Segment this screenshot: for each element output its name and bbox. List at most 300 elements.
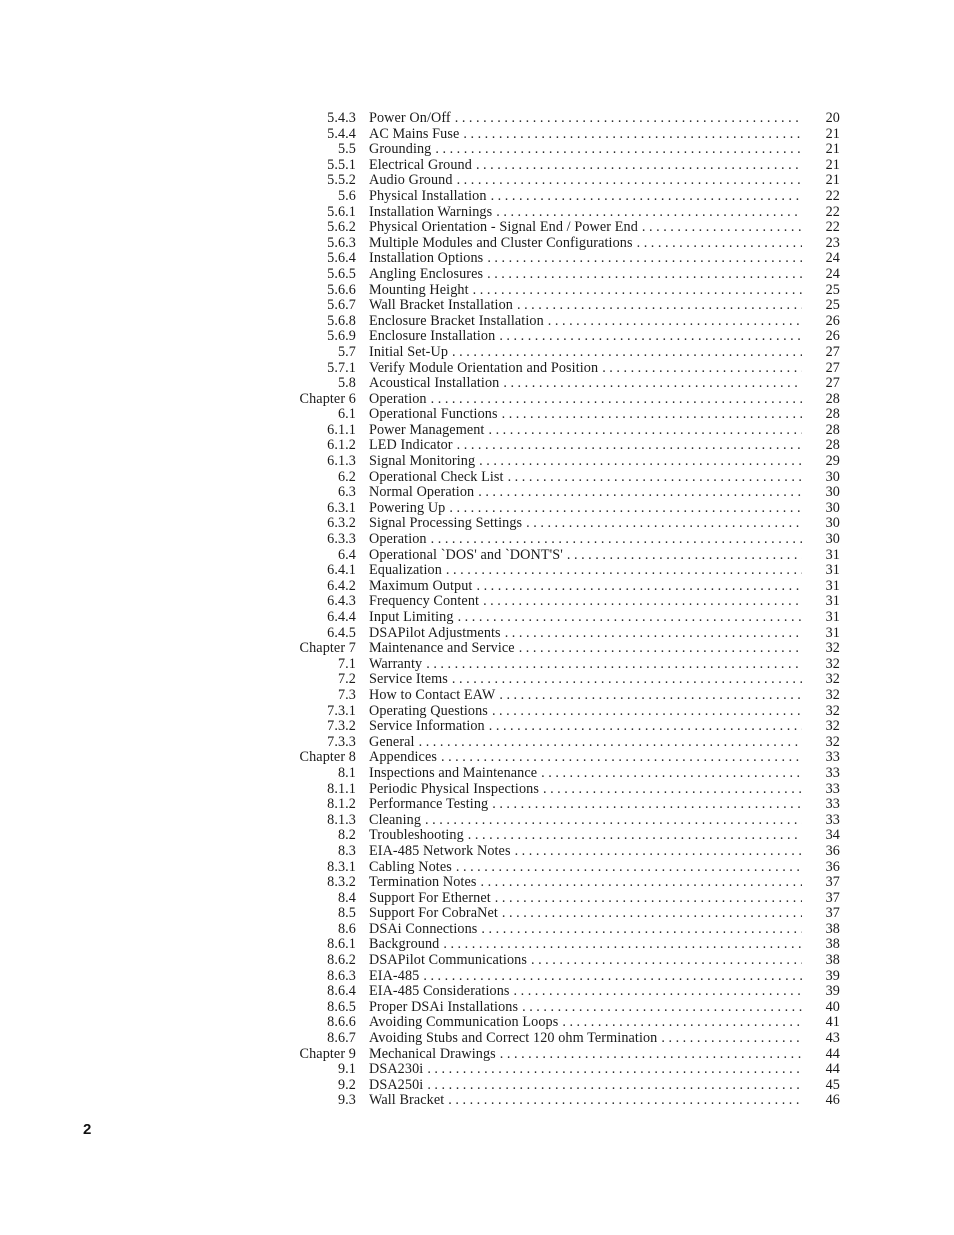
toc-entry-number: 5.6.7	[327, 297, 356, 314]
toc-entry[interactable]	[270, 766, 840, 782]
dot-leader	[522, 1000, 802, 1016]
toc-entry-number: 7.1	[337, 655, 356, 672]
toc-entry[interactable]	[270, 205, 840, 221]
toc-entry-page: 24	[825, 265, 840, 282]
toc-entry[interactable]	[270, 797, 840, 813]
toc-entry[interactable]	[270, 345, 840, 361]
toc-entry-title: Multiple Modules and Cluster Configurations	[369, 235, 633, 251]
toc-entry-title: Electrical Ground	[369, 157, 472, 173]
toc-entry[interactable]	[270, 953, 840, 969]
toc-entry-number: 5.6.4	[327, 250, 356, 267]
toc-entry[interactable]	[270, 454, 840, 470]
toc-entry[interactable]	[270, 579, 840, 595]
toc-entry[interactable]	[270, 672, 840, 688]
toc-entry-page: 28	[825, 406, 840, 423]
toc-entry-page: 31	[825, 546, 840, 563]
toc-entry-number: 6.3.2	[327, 515, 356, 532]
toc-entry-number: 6.1.2	[327, 437, 356, 454]
toc-entry-title: Warranty	[369, 656, 423, 672]
toc-entry-page: 43	[825, 1030, 840, 1047]
toc-entry-number: 6.4.4	[327, 609, 356, 625]
toc-entry[interactable]	[270, 267, 840, 283]
dot-leader	[427, 1078, 802, 1094]
toc-entry[interactable]	[270, 735, 840, 751]
toc-entry-page: 21	[825, 125, 840, 142]
toc-entry[interactable]	[270, 438, 840, 454]
toc-entry-title: Operation	[369, 532, 427, 548]
dot-leader	[489, 719, 802, 735]
toc-entry-page: 33	[825, 749, 840, 766]
toc-entry-number: 5.7.1	[327, 359, 356, 376]
toc-entry-title-cell	[369, 1000, 802, 1016]
toc-entry-title: Audio Ground	[369, 173, 453, 189]
toc-entry-page: 21	[825, 156, 840, 173]
toc-entry-page: 26	[825, 328, 840, 345]
toc-entry[interactable]	[270, 875, 840, 891]
toc-entry-number: 8.1.3	[327, 811, 356, 828]
dot-leader	[452, 672, 802, 688]
toc-entry[interactable]	[270, 594, 840, 610]
toc-entry-page: 37	[825, 905, 840, 922]
dot-leader	[496, 205, 802, 221]
toc-entry-number: Chapter 9	[299, 1045, 356, 1062]
toc-entry-title: Support For CobraNet	[369, 906, 498, 922]
toc-entry-title: Inspections and Maintenance	[369, 765, 538, 781]
toc-entry[interactable]	[270, 1093, 840, 1109]
toc-entry[interactable]	[270, 922, 840, 938]
toc-entry-number: 5.6.6	[327, 281, 356, 298]
toc-entry-page: 36	[825, 858, 840, 875]
toc-entry-page: 32	[825, 718, 840, 735]
toc-entry-page: 21	[825, 172, 840, 189]
toc-entry-page: 33	[825, 780, 840, 797]
toc-entry-title-cell	[369, 813, 802, 829]
dot-leader	[435, 142, 802, 158]
toc-entry-title: Signal Monitoring	[369, 454, 476, 470]
dot-leader	[502, 906, 802, 922]
toc-entry-title: Cabling Notes	[369, 859, 452, 875]
toc-entry-title: Avoiding Stubs and Correct 120 ohm Termination	[369, 1031, 658, 1047]
toc-entry-number: 5.4.4	[327, 125, 356, 142]
toc-entry-title: Installation Warnings	[369, 204, 493, 220]
toc-entry-title: Service Items	[369, 672, 448, 688]
dot-leader	[458, 610, 802, 626]
toc-entry[interactable]	[270, 407, 840, 423]
toc-entry-title: Operation	[369, 391, 427, 407]
toc-entry-title: Verify Module Orientation and Position	[369, 360, 599, 376]
toc-entry[interactable]	[270, 127, 840, 143]
dot-leader	[500, 1047, 802, 1063]
toc-entry-page: 31	[825, 577, 840, 594]
dot-leader	[426, 657, 802, 673]
toc-entry-title-cell	[369, 969, 802, 985]
toc-entry-page: 31	[825, 609, 840, 625]
toc-entry-title: Avoiding Communication Loops	[369, 1015, 559, 1031]
toc-entry[interactable]	[270, 548, 840, 564]
dot-leader	[514, 984, 802, 1000]
toc-entry-title-cell	[369, 875, 802, 891]
toc-entry-page: 25	[825, 297, 840, 314]
dot-leader	[455, 111, 802, 127]
dot-leader	[541, 766, 802, 782]
toc-entry-number: 5.6.1	[327, 203, 356, 220]
toc-entry[interactable]	[270, 283, 840, 299]
toc-entry-title-cell	[369, 657, 802, 673]
toc-entry-title-cell	[369, 516, 802, 532]
dot-leader	[531, 953, 802, 969]
toc-entry-title: Support For Ethernet	[369, 890, 491, 906]
toc-entry-number: 7.3.1	[327, 702, 356, 719]
toc-entry-title: Appendices	[369, 750, 437, 766]
dot-leader	[515, 844, 802, 860]
toc-entry[interactable]	[270, 158, 840, 174]
toc-entry-title-cell	[369, 220, 802, 236]
toc-entry[interactable]	[270, 688, 840, 704]
toc-entry[interactable]	[270, 813, 840, 829]
toc-entry-title-cell	[369, 470, 802, 486]
dot-leader	[476, 158, 802, 174]
toc-entry[interactable]	[270, 610, 840, 626]
toc-entry[interactable]	[270, 423, 840, 439]
toc-entry-page: 25	[825, 281, 840, 298]
toc-entry-title-cell	[369, 563, 802, 579]
toc-entry[interactable]	[270, 329, 840, 345]
dot-leader	[443, 937, 802, 953]
toc-entry-page: 31	[825, 593, 840, 610]
toc-entry-title: Service Information	[369, 719, 485, 735]
toc-entry-title: Maximum Output	[369, 578, 473, 594]
toc-entry[interactable]	[270, 1047, 840, 1063]
dot-leader	[526, 516, 802, 532]
dot-leader	[473, 283, 802, 299]
toc-entry-title-cell	[369, 267, 802, 283]
toc-entry-number: 8.6.2	[327, 952, 356, 969]
toc-entry[interactable]	[270, 501, 840, 517]
dot-leader	[602, 361, 802, 377]
toc-entry-number: 8.3.2	[327, 874, 356, 891]
toc-entry[interactable]	[270, 1000, 840, 1016]
toc-entry-title: EIA-485 Considerations	[369, 984, 510, 1000]
toc-entry-page: 28	[825, 421, 840, 438]
toc-entry-title-cell	[369, 158, 802, 174]
toc-entry-title: Acoustical Installation	[369, 376, 500, 392]
toc-entry-number: 9.1	[337, 1061, 356, 1078]
toc-entry-title: Maintenance and Service	[369, 641, 515, 657]
toc-entry[interactable]	[270, 376, 840, 392]
toc-entry[interactable]	[270, 891, 840, 907]
toc-entry[interactable]	[270, 173, 840, 189]
toc-entry-number: 8.3.1	[327, 858, 356, 875]
toc-entry[interactable]	[270, 969, 840, 985]
toc-entry-title: Input Limiting	[369, 610, 454, 625]
dot-leader	[567, 548, 802, 564]
toc-entry-page: 39	[825, 983, 840, 1000]
toc-entry-number: 5.4.3	[327, 110, 356, 126]
page-number: 2	[83, 1121, 92, 1138]
toc-entry-number: Chapter 8	[299, 749, 356, 766]
toc-entry-title-cell	[369, 594, 802, 610]
toc-entry-page: 27	[825, 343, 840, 360]
dot-leader	[562, 1015, 802, 1031]
toc-entry[interactable]	[270, 750, 840, 766]
dot-leader	[431, 532, 802, 548]
toc-entry-title-cell	[369, 454, 802, 470]
toc-entry-page: 23	[825, 234, 840, 251]
dot-leader	[425, 813, 802, 829]
toc-entry-title-cell	[369, 329, 802, 345]
toc-entry-page: 32	[825, 733, 840, 750]
toc-entry-number: 8.4	[337, 889, 356, 906]
toc-entry-page: 29	[825, 453, 840, 470]
toc-entry-number: 6.4.1	[327, 562, 356, 579]
dot-leader	[481, 922, 802, 938]
toc-entry-page: 30	[825, 515, 840, 532]
toc-entry-page: 30	[825, 484, 840, 501]
dot-leader	[492, 704, 802, 720]
dot-leader	[519, 641, 802, 657]
toc-entry-page: 28	[825, 437, 840, 454]
toc-entry-number: 8.1.2	[327, 796, 356, 813]
toc-entry[interactable]	[270, 906, 840, 922]
toc-entry-title-cell	[369, 953, 802, 969]
toc-entry-title: Enclosure Installation	[369, 329, 496, 345]
dot-leader	[543, 782, 802, 798]
toc-entry-title-cell	[369, 251, 802, 267]
dot-leader	[448, 1093, 802, 1109]
toc-entry-page: 31	[825, 562, 840, 579]
toc-entry[interactable]	[270, 563, 840, 579]
toc-entry-title-cell	[369, 688, 802, 704]
toc-entry-title-cell	[369, 1078, 802, 1094]
toc-entry-title-cell	[369, 626, 802, 642]
toc-entry-page: 44	[825, 1061, 840, 1078]
toc-entry-page: 36	[825, 842, 840, 859]
toc-entry-page: 20	[825, 110, 840, 126]
toc-entry-title-cell	[369, 283, 802, 299]
toc-entry-title-cell	[369, 672, 802, 688]
dot-leader	[427, 1062, 802, 1078]
toc-entry-number: 6.4.3	[327, 593, 356, 610]
toc-entry-number: 5.6.5	[327, 265, 356, 282]
toc-entry[interactable]	[270, 657, 840, 673]
toc-entry-title: Angling Enclosures	[369, 266, 484, 282]
dot-leader	[488, 423, 802, 439]
toc-entry-page: 32	[825, 671, 840, 688]
dot-leader	[642, 220, 802, 236]
dot-leader	[499, 688, 802, 704]
toc-entry-title: Powering Up	[369, 500, 446, 516]
toc-entry[interactable]	[270, 251, 840, 267]
toc-entry-title: Equalization	[369, 563, 442, 579]
toc-entry-title: Physical Installation	[369, 188, 487, 204]
toc-entry-page: 33	[825, 811, 840, 828]
toc-entry-title: Periodic Physical Inspections	[369, 781, 539, 797]
toc-entry-title-cell	[369, 548, 802, 564]
toc-entry-page: 37	[825, 874, 840, 891]
toc-entry-number: 8.6.3	[327, 967, 356, 984]
toc-entry-title-cell	[369, 610, 802, 626]
toc-entry-title: Operational `DOS' and `DONT'S'	[369, 547, 563, 563]
toc-entry-number: 5.5.1	[327, 156, 356, 173]
toc-entry-title-cell	[369, 719, 802, 735]
toc-entry[interactable]	[270, 719, 840, 735]
toc-entry-title: EIA-485 Network Notes	[369, 843, 511, 859]
toc-entry[interactable]	[270, 361, 840, 377]
toc-entry-title: Wall Bracket	[369, 1093, 445, 1109]
toc-entry-page: 44	[825, 1045, 840, 1062]
toc-entry-title-cell	[369, 142, 802, 158]
toc-entry-number: 6.3.3	[327, 531, 356, 548]
toc-entry-page: 21	[825, 141, 840, 158]
toc-entry[interactable]	[270, 641, 840, 657]
toc-entry-page: 46	[825, 1092, 840, 1109]
toc-entry[interactable]	[270, 392, 840, 408]
toc-entry[interactable]	[270, 111, 840, 127]
dot-leader	[476, 579, 802, 595]
toc-entry-title: Operating Questions	[369, 703, 488, 719]
toc-entry-number: 5.5	[337, 141, 356, 158]
toc-entry-title-cell	[369, 922, 802, 938]
toc-entry-title: DSAPilot Communications	[369, 953, 527, 969]
toc-entry-title-cell	[369, 189, 802, 205]
toc-entry-title: Performance Testing	[369, 797, 489, 813]
dot-leader	[502, 407, 802, 423]
toc-entry[interactable]	[270, 236, 840, 252]
toc-entry[interactable]	[270, 1062, 840, 1078]
dot-leader	[491, 189, 802, 205]
toc-entry[interactable]	[270, 298, 840, 314]
toc-entry-title-cell	[369, 797, 802, 813]
toc-entry[interactable]	[270, 860, 840, 876]
toc-entry-title: Operational Check List	[369, 469, 504, 485]
toc-entry-title-cell	[369, 392, 802, 408]
toc-entry[interactable]	[270, 844, 840, 860]
dot-leader	[487, 267, 802, 283]
toc-entry[interactable]	[270, 314, 840, 330]
dot-leader	[483, 594, 802, 610]
dot-leader	[492, 797, 802, 813]
toc-entry-number: 8.6.1	[327, 936, 356, 953]
toc-entry-title-cell	[369, 860, 802, 876]
toc-entry[interactable]	[270, 626, 840, 642]
toc-entry-title: DSA250i	[369, 1077, 424, 1093]
toc-entry-number: 6.1.1	[327, 421, 356, 438]
dot-leader	[441, 750, 802, 766]
toc-entry-title: Initial Set-Up	[369, 344, 449, 360]
toc-entry-title-cell	[369, 205, 802, 221]
toc-entry-title: Enclosure Bracket Installation	[369, 313, 544, 329]
toc-entry-title: Signal Processing Settings	[369, 516, 523, 532]
toc-entry-number: 6.4.5	[327, 624, 356, 641]
toc-entry-title: Normal Operation	[369, 485, 475, 501]
toc-entry-number: 8.6.5	[327, 998, 356, 1015]
toc-entry-page: 22	[825, 187, 840, 204]
toc-entry[interactable]	[270, 470, 840, 486]
toc-entry-title: Installation Options	[369, 251, 484, 267]
toc-entry-page: 39	[825, 967, 840, 984]
toc-entry-title-cell	[369, 361, 802, 377]
toc-entry-number: 8.6.6	[327, 1014, 356, 1031]
dot-leader	[449, 501, 802, 517]
toc-entry-number: 6.1	[337, 406, 356, 423]
toc-entry-page: 34	[825, 827, 840, 844]
toc-entry-title-cell	[369, 906, 802, 922]
toc-entry-number: 8.6.7	[327, 1030, 356, 1047]
toc-entry-number: 8.1	[337, 764, 356, 781]
toc-entry-number: 9.2	[337, 1076, 356, 1093]
toc-entry-title-cell	[369, 1093, 802, 1109]
toc-entry-title: Wall Bracket Installation	[369, 298, 513, 314]
dot-leader	[637, 236, 802, 252]
toc-entry[interactable]	[270, 704, 840, 720]
toc-entry-number: 5.6.3	[327, 234, 356, 251]
toc-entry[interactable]	[270, 532, 840, 548]
toc-entry[interactable]	[270, 828, 840, 844]
toc-entry-title-cell	[369, 937, 802, 953]
toc-entry-title-cell	[369, 314, 802, 330]
dot-leader	[446, 563, 802, 579]
dot-leader	[495, 891, 802, 907]
toc-entry-number: 8.2	[337, 827, 356, 844]
toc-entry-title-cell	[369, 750, 802, 766]
toc-entry[interactable]	[270, 485, 840, 501]
toc-entry[interactable]	[270, 1015, 840, 1031]
toc-entry[interactable]	[270, 516, 840, 532]
toc-entry-page: 32	[825, 640, 840, 657]
toc-entry-page: 24	[825, 250, 840, 267]
toc-entry[interactable]	[270, 189, 840, 205]
toc-entry-number: 6.2	[337, 468, 356, 485]
toc-entry-title-cell	[369, 236, 802, 252]
toc-entry[interactable]	[270, 1031, 840, 1047]
toc-entry-page: 31	[825, 624, 840, 641]
toc-entry[interactable]	[270, 937, 840, 953]
toc-entry-title-cell	[369, 766, 802, 782]
toc-entry-page: 40	[825, 998, 840, 1015]
dot-leader	[423, 969, 802, 985]
toc-entry-title-cell	[369, 298, 802, 314]
dot-leader	[505, 626, 802, 642]
toc-entry[interactable]	[270, 142, 840, 158]
toc-entry-title-cell	[369, 641, 802, 657]
toc-entry-number: 8.3	[337, 842, 356, 859]
toc-entry-title-cell	[369, 501, 802, 517]
toc-entry-page: 28	[825, 390, 840, 407]
toc-entry-number: 8.6	[337, 920, 356, 937]
toc-entry[interactable]	[270, 984, 840, 1000]
toc-entry-page: 33	[825, 764, 840, 781]
toc-entry-number: 7.3.3	[327, 733, 356, 750]
toc-entry-title: Power On/Off	[369, 111, 451, 126]
toc-entry-title-cell	[369, 1015, 802, 1031]
toc-entry-page: 30	[825, 468, 840, 485]
toc-entry-number: 5.6	[337, 187, 356, 204]
dot-leader	[457, 173, 802, 189]
toc-entry[interactable]	[270, 782, 840, 798]
toc-entry[interactable]	[270, 1078, 840, 1094]
toc-entry-title-cell	[369, 1047, 802, 1063]
toc-entry[interactable]	[270, 220, 840, 236]
toc-entry-page: 33	[825, 796, 840, 813]
toc-entry-number: 9.3	[337, 1092, 356, 1109]
toc-entry-number: 5.8	[337, 375, 356, 392]
toc-entry-title-cell	[369, 532, 802, 548]
toc-entry-page: 32	[825, 702, 840, 719]
toc-entry-title: Frequency Content	[369, 594, 480, 610]
toc-entry-title-cell	[369, 704, 802, 720]
dot-leader	[456, 860, 802, 876]
toc-entry-title: Background	[369, 937, 440, 953]
